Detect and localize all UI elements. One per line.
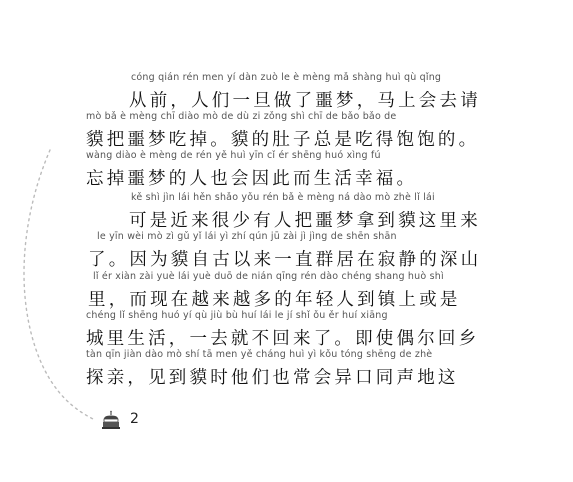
hanzi-row: 了。因为貘自古以来一直群居在寂静的深山 xyxy=(88,250,482,270)
hanzi-row: 里，而现在越来越多的年轻人到镇上或是 xyxy=(88,290,461,310)
pinyin-row: tàn qīn jiàn dào mò shí tā men yě cháng huì yì kǒu tóng shēng de zhè xyxy=(86,349,433,360)
page-number: 2 xyxy=(130,411,139,427)
pinyin-row: le yīn wèi mò zì gǔ yǐ lái yì zhí qún jū zài jì jìng de shēn shān xyxy=(97,231,397,242)
pinyin-row: chéng lǐ shēng huó yí qù jiù bù huí lái le jí shǐ ǒu ěr huí xiāng xyxy=(86,310,388,321)
cake-icon xyxy=(101,410,121,430)
pinyin-row: wàng diào è mèng de rén yě huì yīn cǐ ér shēng huó xìng fú xyxy=(86,150,381,161)
pinyin-row: kě shì jìn lái hěn shǎo yǒu rén bǎ è mèng ná dào mò zhè lǐ lái xyxy=(131,192,435,203)
hanzi-row: 貘把噩梦吃掉。貘的肚子总是吃得饱饱的。 xyxy=(86,130,480,150)
hanzi-row: 可是近来很少有人把噩梦拿到貘这里来 xyxy=(129,211,481,231)
pinyin-row: mò bǎ è mèng chī diào mò de dù zi zǒng shì chī de bǎo bǎo de xyxy=(86,111,397,122)
hanzi-row: 从前，人们一旦做了噩梦，马上会去请 xyxy=(129,91,481,111)
hanzi-row: 忘掉噩梦的人也会因此而生活幸福。 xyxy=(86,169,418,189)
hanzi-row: 城里生活，一去就不回来了。即使偶尔回乡 xyxy=(86,329,480,349)
hanzi-row: 探亲，见到貘时他们也常会异口同声地这 xyxy=(86,368,459,388)
pinyin-row: lǐ ér xiàn zài yuè lái yuè duō de nián qīng rén dào chéng shang huò shì xyxy=(93,271,444,282)
pinyin-row: cóng qián rén men yí dàn zuò le è mèng mǎ shàng huì qù qǐng xyxy=(131,72,442,83)
